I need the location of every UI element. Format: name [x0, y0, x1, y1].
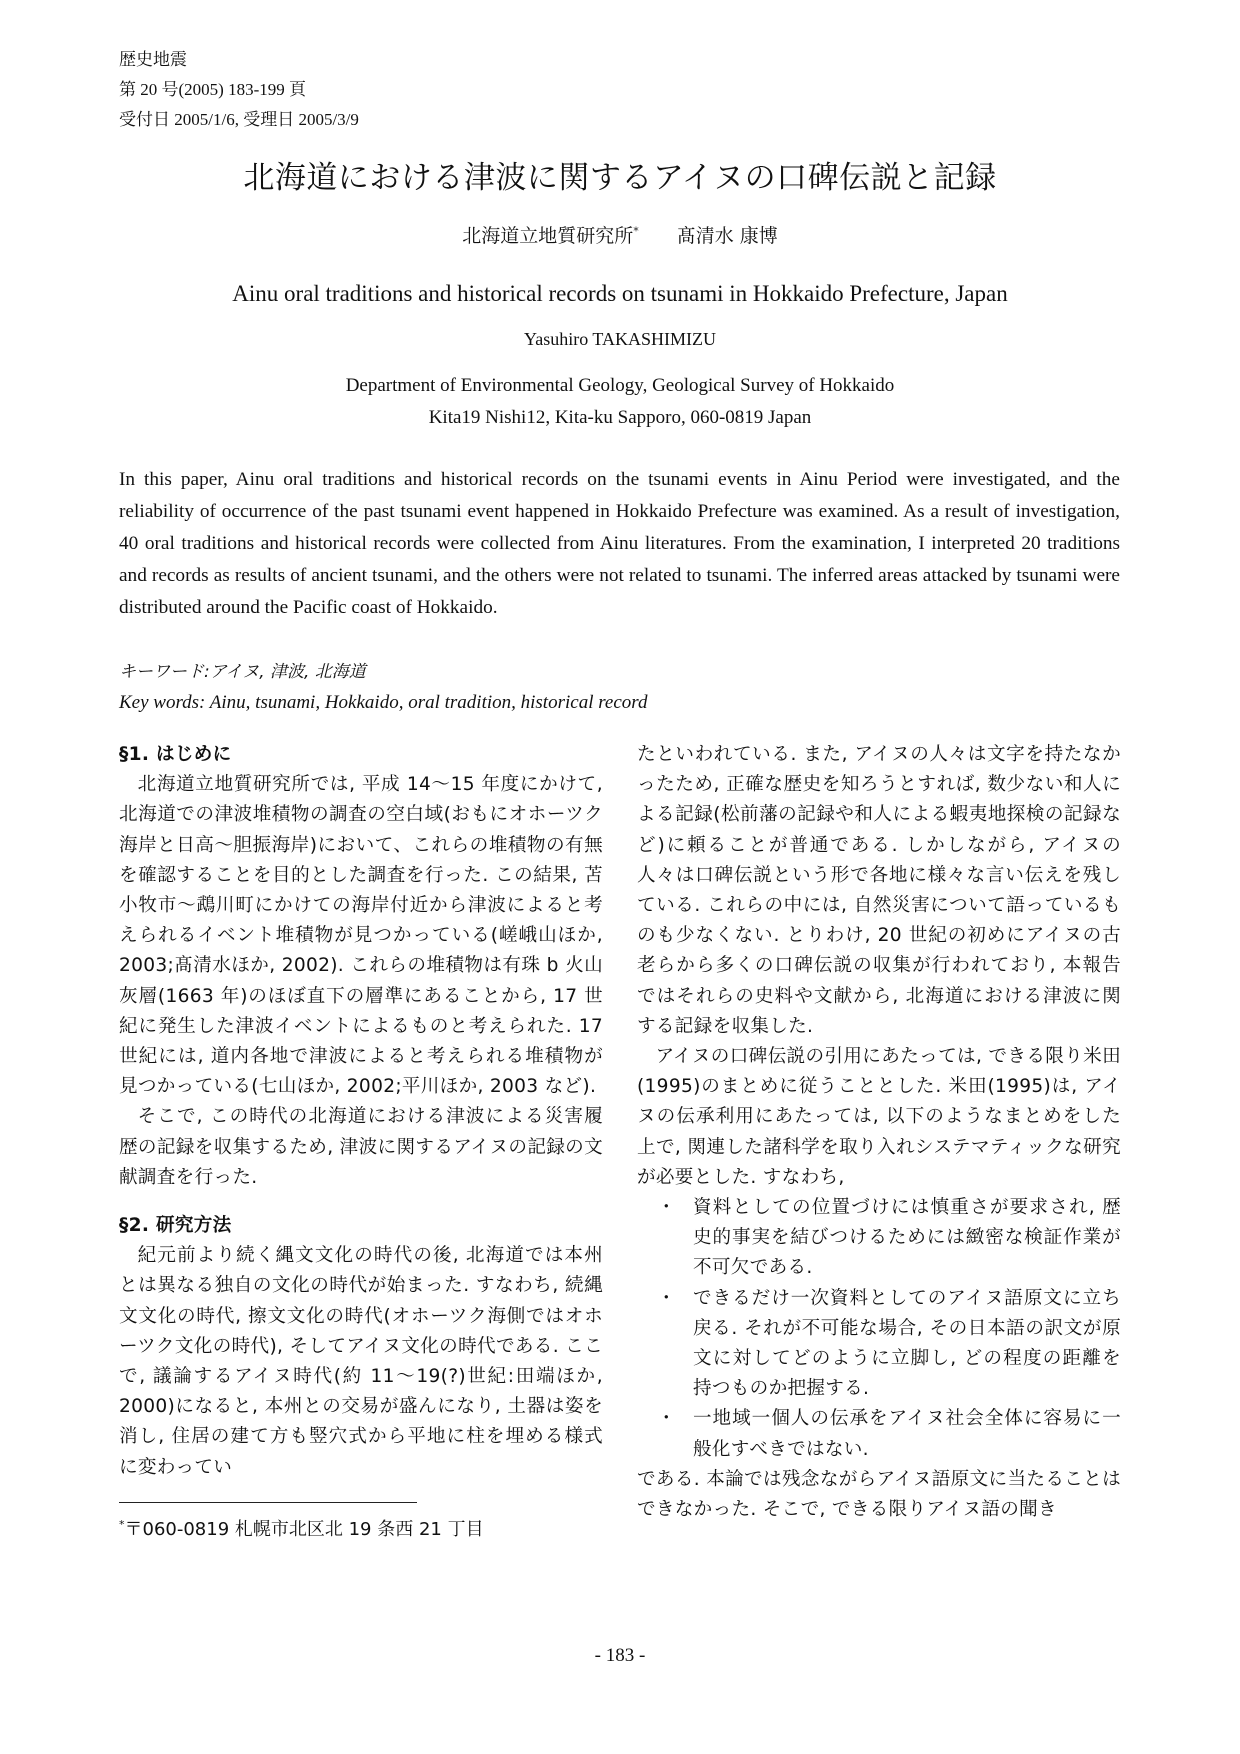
author-english: Yasuhiro TAKASHIMIZU: [524, 329, 716, 349]
affiliation-english: [0, 370, 1240, 434]
section-1-paragraph-2: そこで, この時代の北海道における津波による災害履歴の記録を収集するため, 津波に関するアイヌの記録の文献調査を行った.: [119, 1106, 603, 1188]
footnote-mark: *: [633, 224, 639, 238]
title-english: Ainu oral traditions and historical records on tsunami in Hokkaido Prefecture, Japan: [232, 281, 1008, 306]
bullet-icon: ・: [657, 1408, 676, 1430]
affiliation-line-1: Department of Environmental Geology, Geological Survey of Hokkaido: [345, 375, 895, 396]
keywords-en: Key words: Ainu, tsunami, Hokkaido, oral tradition, historical record: [119, 692, 648, 713]
section-2-paragraph-1: 紀元前より続く縄文文化の時代の後, 北海道では本州とは異なる独自の文化の時代が始まった. すなわち, 続縄文文化の時代, 擦文文化の時代(オホーツク海側ではオホーツク文化の時代), そしてアイヌ文化の時代である. ここで, 議論するアイヌ時代(約 11〜19(?)世紀:田端ほか, 2000)になると, 本州との交易が盛んになり, 土器は姿を消し, 住居の建て方も竪穴式から平地に柱を埋める様式に変わってい: [119, 1245, 603, 1478]
footnote-divider: [119, 1502, 417, 1503]
page-number: - 183 -: [594, 1645, 646, 1666]
list-item: ・ できるだけ一次資料としてのアイヌ語原文に立ち戻る. それが不可能な場合, その日本語の訳文が原文に対してどのように立脚し, どの程度の距離を持つものか把握する.: [637, 1284, 1121, 1405]
abstract: In this paper, Ainu oral traditions and historical records on the tsunami events in Ainu Period were investigated, and the reliability of occurrence of the past tsunami event happened in Hokkaido Prefecture was examined. As a result of investigation, 40 oral traditions and historical records were collected from Ainu literatures. From the examination, I interpreted 20 traditions and records as results of ancient tsunami, and the others were not related to tsunami. The inferred areas attacked by tsunami were distributed around the Pacific coast of Hokkaido.: [119, 469, 1120, 618]
requirements-list: [637, 1193, 1121, 1465]
author-jp-line: [0, 224, 1240, 248]
journal-volume: 第 20 号(2005) 183-199 頁: [119, 80, 306, 99]
footnote-address: 〒060-0819 札幌市北区北 19 条西 21 丁目: [124, 1519, 484, 1540]
bullet-icon: ・: [657, 1197, 676, 1219]
list-item: ・ 資料としての位置づけには慎重さが要求され, 歴史的事実を結びつけるためには緻密な検証作業が不可欠である.: [637, 1193, 1121, 1284]
section-1-paragraph-1: 北海道立地質研究所では, 平成 14〜15 年度にかけて, 北海道での津波堆積物の調査の空白域(おもにオホーツク海岸と日高〜胆振海岸)において、これらの堆積物の有無を確認することを目的とした調査を行った. この結果, 苫小牧市〜鵡川町にかけての海岸付近から津波によると考えられるイベント堆積物が見つかっている(嵯峨山ほか, 2003;髙清水ほか, 2002). これらの堆積物は有珠 b 火山灰層(1663 年)のほぼ直下の層準にあることから, 17 世紀に発生した津波イベントによるものと考えられた. 17 世紀には, 道内各地で津波によると考えられる堆積物が見つかっている(七山ほか, 2002;平川ほか, 2003 など).: [119, 774, 603, 1098]
author-name-jp: 髙清水 康博: [676, 225, 778, 247]
right-paragraph-3: である. 本論では残念ながらアイヌ語原文に当たることはできなかった. そこで, できる限りアイヌ語の聞き: [637, 1468, 1121, 1521]
journal-name: 歴史地震: [119, 50, 187, 69]
page-title: 北海道における津波に関するアイヌの口碑伝説と記録: [243, 160, 997, 196]
bullet-icon: ・: [657, 1287, 676, 1309]
received-dates: 受付日 2005/1/6, 受理日 2005/3/9: [119, 110, 359, 129]
section-1-heading: §1. はじめに: [119, 744, 232, 765]
footnote: [119, 1512, 484, 1543]
left-column: [119, 740, 603, 1483]
right-paragraph-1: たといわれている. また, アイヌの人々は文字を持たなかったため, 正確な歴史を知ろうとすれば, 数少ない和人による記録(松前藩の記録や和人による蝦夷地探検の記録など)に頼ることが普通である. しかしながら, アイヌの人々は口碑伝説という形で各地に様々な言い伝えを残している. これらの中には, 自然災害について語っているものも少なくない. とりわけ, 20 世紀の初めにアイヌの古老らから多くの口碑伝説の収集が行われており, 本報告ではそれらの史料や文献から, 北海道における津波に関する記録を収集した.: [637, 744, 1121, 1037]
right-column: [637, 740, 1121, 1525]
affiliation-line-2: Kita19 Nishi12, Kita-ku Sapporo, 060-0819 Japan: [428, 407, 812, 428]
footnote-mark: *: [119, 1518, 125, 1531]
right-paragraph-2: アイヌの口碑伝説の引用にあたっては, できる限り米田(1995)のまとめに従うこととした. 米田(1995)は, アイヌの伝承利用にあたっては, 以下のようなまとめをした上で, 関連した諸科学を取り入れシステマティックな研究が必要とした. すなわち,: [637, 1046, 1121, 1188]
affiliation-jp: 北海道立地質研究所*: [462, 224, 639, 247]
keywords-jp: キーワード:アイヌ, 津波, 北海道: [119, 662, 366, 682]
section-2-heading: §2. 研究方法: [119, 1215, 232, 1237]
list-item: ・ 一地域一個人の伝承をアイヌ社会全体に容易に一般化すべきではない.: [637, 1404, 1121, 1464]
